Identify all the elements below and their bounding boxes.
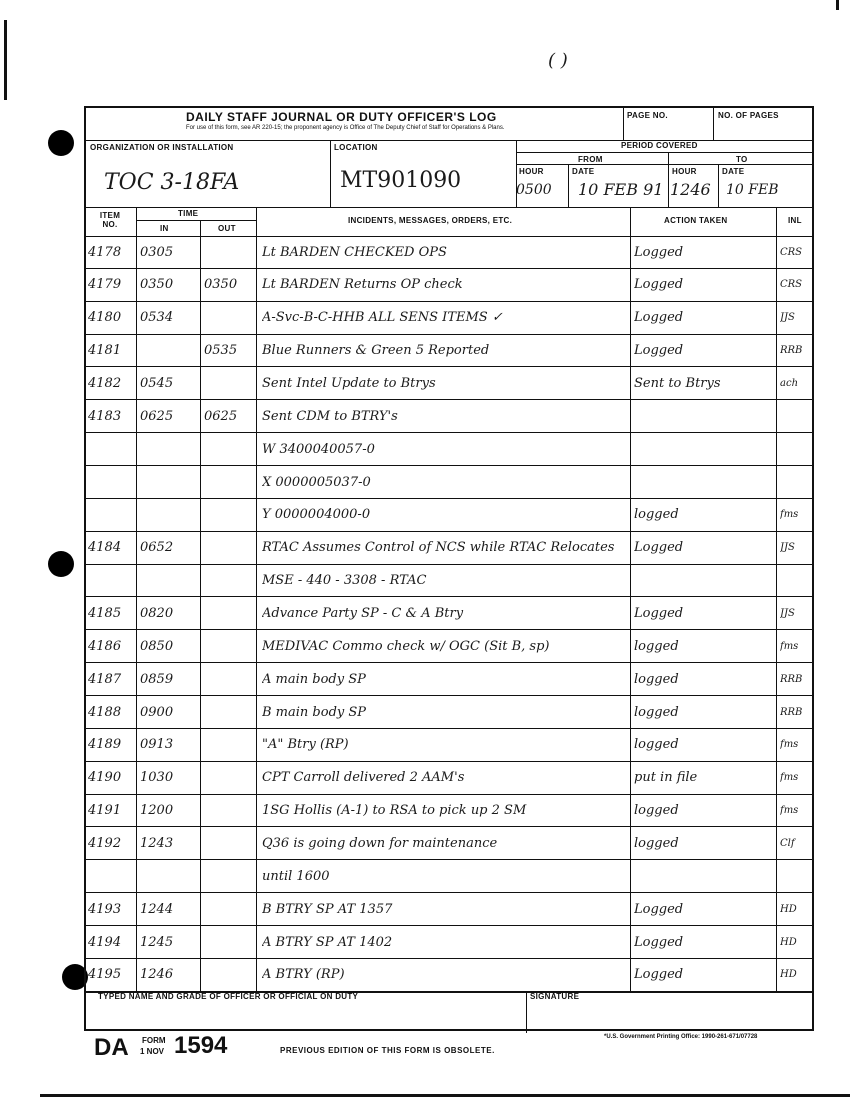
initials: JJS	[780, 607, 795, 619]
action-taken: logged	[634, 638, 679, 654]
action-taken: Sent to Btrys	[634, 375, 721, 391]
log-row	[86, 663, 812, 696]
time-out	[204, 367, 256, 399]
time-in	[140, 860, 200, 892]
time-in	[140, 466, 200, 498]
item-no	[88, 433, 136, 465]
action-taken: Logged	[634, 310, 684, 326]
time-in: 0545	[140, 375, 174, 391]
time-out	[204, 565, 256, 597]
item-no-label: ITEM NO.	[99, 211, 121, 229]
action-taken-label: ACTION TAKEN	[664, 216, 728, 225]
time-out	[204, 959, 256, 991]
incident-text: A main body SP	[262, 671, 366, 687]
time-out	[204, 762, 256, 794]
form-for: FORM	[142, 1036, 166, 1045]
time-in: 0913	[140, 737, 174, 753]
time-in: 1030	[140, 770, 174, 786]
initials	[780, 433, 814, 465]
time-out	[204, 466, 256, 498]
previous-edition-note: PREVIOUS EDITION OF THIS FORM IS OBSOLETE.	[280, 1046, 495, 1055]
time-in: 0305	[140, 244, 174, 260]
item-no: 4188	[88, 704, 122, 720]
time-in-label: IN	[160, 224, 169, 233]
time-in: 0900	[140, 704, 174, 720]
action-taken: Logged	[634, 343, 684, 359]
time-out	[204, 696, 256, 728]
log-row	[86, 302, 812, 335]
time-in: 0820	[140, 605, 174, 621]
incident-text: CPT Carroll delivered 2 AAM's	[262, 770, 465, 786]
from-date-label: DATE	[572, 167, 595, 176]
incident-text: A BTRY (RP)	[262, 967, 345, 983]
action-taken: Logged	[634, 967, 684, 983]
initials: fms	[780, 509, 799, 521]
initials: JJS	[780, 312, 795, 324]
action-taken: logged	[634, 737, 679, 753]
time-out	[204, 860, 256, 892]
log-row	[86, 466, 812, 499]
action-taken	[634, 466, 776, 498]
punch-hole-top	[48, 130, 74, 156]
action-taken: Logged	[634, 277, 684, 293]
time-in: 1243	[140, 835, 174, 851]
incident-text: RTAC Assumes Control of NCS while RTAC Relocates	[262, 540, 615, 556]
page-no-label: PAGE NO.	[627, 111, 668, 120]
item-no: 4178	[88, 244, 122, 260]
from-hour-label: HOUR	[519, 167, 544, 176]
action-taken: logged	[634, 803, 679, 819]
to-date-value: 10 FEB	[726, 182, 779, 198]
time-out	[204, 795, 256, 827]
initials	[780, 565, 814, 597]
log-row	[86, 335, 812, 368]
time-out	[204, 302, 256, 334]
time-out-label: OUT	[218, 224, 236, 233]
log-row	[86, 860, 812, 893]
initials-label: INL	[788, 216, 802, 225]
item-no: 4185	[88, 605, 122, 621]
initials: CRS	[780, 279, 803, 291]
time-out	[204, 532, 256, 564]
time-in: 0534	[140, 310, 174, 326]
from-label: FROM	[578, 155, 603, 164]
time-in: 0652	[140, 540, 174, 556]
initials	[780, 400, 814, 432]
log-row	[86, 795, 812, 828]
log-row	[86, 499, 812, 532]
to-hour-label: HOUR	[672, 167, 697, 176]
item-no: 4187	[88, 671, 122, 687]
bottom-rule	[40, 1094, 850, 1097]
item-no	[88, 499, 136, 531]
time-in: 0859	[140, 671, 174, 687]
period-covered-label: PERIOD COVERED	[621, 141, 698, 150]
time-in	[140, 499, 200, 531]
to-date-label: DATE	[722, 167, 745, 176]
action-taken: logged	[634, 507, 679, 523]
time-out: 0535	[204, 343, 238, 359]
item-no: 4190	[88, 770, 122, 786]
printing-office-note: *U.S. Government Printing Office: 1990-261-671/07728	[604, 1034, 758, 1040]
initials: JJS	[780, 542, 795, 554]
punch-hole-middle	[48, 551, 74, 577]
incident-text: "A" Btry (RP)	[262, 737, 349, 753]
log-row	[86, 532, 812, 565]
time-in: 1244	[140, 901, 174, 917]
log-row	[86, 926, 812, 959]
from-date-value: 10 FEB 91	[578, 180, 664, 199]
time-in	[140, 335, 200, 367]
incident-text: Advance Party SP - C & A Btry	[262, 605, 464, 621]
action-taken: logged	[634, 671, 679, 687]
initials: HD	[780, 903, 797, 915]
log-row	[86, 893, 812, 926]
incident-text: 1SG Hollis (A-1) to RSA to pick up 2 SM	[262, 803, 527, 819]
org-label: ORGANIZATION OR INSTALLATION	[90, 143, 234, 152]
initials: RRB	[780, 345, 803, 357]
no-of-pages-label: NO. OF PAGES	[718, 111, 779, 120]
initials: RRB	[780, 673, 803, 685]
log-row	[86, 827, 812, 860]
time-out	[204, 630, 256, 662]
action-taken: Logged	[634, 605, 684, 621]
action-taken	[634, 400, 776, 432]
form-subtitle: For use of this form, see AR 220-15; the proponent agency is Office of The Deputy Chief of Staff for Operations & Plans.	[186, 125, 505, 131]
time-out	[204, 827, 256, 859]
item-no: 4180	[88, 310, 122, 326]
action-taken: put in file	[634, 770, 698, 786]
incidents-label: INCIDENTS, MESSAGES, ORDERS, ETC.	[348, 216, 513, 225]
log-row	[86, 696, 812, 729]
org-value: TOC 3-18FA	[104, 170, 240, 195]
initials: fms	[780, 640, 799, 652]
time-in: 1200	[140, 803, 174, 819]
incident-text: Lt BARDEN CHECKED OPS	[262, 244, 447, 260]
time-out	[204, 236, 256, 268]
time-out: 0625	[204, 408, 238, 424]
action-taken: logged	[634, 704, 679, 720]
form-da: DA	[94, 1034, 129, 1061]
time-out	[204, 893, 256, 925]
action-taken: Logged	[634, 540, 684, 556]
log-row	[86, 597, 812, 630]
time-out	[204, 597, 256, 629]
time-out	[204, 433, 256, 465]
from-hour-value: 0500	[516, 182, 552, 198]
incident-text: W 3400040057-0	[262, 441, 375, 457]
incident-text: X 0000005037-0	[262, 474, 371, 490]
time-in: 1246	[140, 967, 174, 983]
action-taken: logged	[634, 835, 679, 851]
action-taken: Logged	[634, 244, 684, 260]
incident-text: MSE - 440 - 3308 - RTAC	[262, 573, 427, 589]
location-value: MT901090	[340, 168, 462, 193]
item-no: 4186	[88, 638, 122, 654]
log-row	[86, 630, 812, 663]
incident-text: Sent CDM to BTRY's	[262, 408, 398, 424]
time-in: 1245	[140, 934, 174, 950]
form-nov: 1 NOV	[140, 1047, 165, 1056]
to-label: TO	[736, 155, 748, 164]
time-in: 0350	[140, 277, 174, 293]
time-in	[140, 433, 200, 465]
item-no: 4184	[88, 540, 122, 556]
incident-text: Sent Intel Update to Btrys	[262, 375, 436, 391]
time-in: 0625	[140, 408, 174, 424]
log-row	[86, 269, 812, 302]
right-edge-mark	[836, 0, 839, 10]
log-row	[86, 433, 812, 466]
item-no	[88, 466, 136, 498]
time-out	[204, 926, 256, 958]
initials: fms	[780, 772, 799, 784]
incident-text: Y 0000004000-0	[262, 507, 371, 523]
item-no: 4181	[88, 343, 122, 359]
log-row	[86, 367, 812, 400]
initials	[780, 466, 814, 498]
log-row	[86, 959, 812, 992]
item-no: 4191	[88, 803, 122, 819]
time-in	[140, 565, 200, 597]
item-no: 4194	[88, 934, 122, 950]
item-no: 4183	[88, 408, 122, 424]
action-taken: Logged	[634, 934, 684, 950]
log-row	[86, 565, 812, 598]
top-handwritten-mark: ( )	[548, 50, 568, 71]
incident-text: Lt BARDEN Returns OP check	[262, 277, 463, 293]
log-row	[86, 400, 812, 433]
item-no: 4182	[88, 375, 122, 391]
action-taken	[634, 860, 776, 892]
to-hour-value: 1246	[670, 180, 711, 199]
incident-text: B BTRY SP AT 1357	[262, 901, 393, 917]
initials: HD	[780, 936, 797, 948]
item-no: 4195	[88, 967, 122, 983]
time-out	[204, 499, 256, 531]
incident-text: MEDIVAC Commo check w/ OGC (Sit B, sp)	[262, 638, 550, 654]
signature-label: SIGNATURE	[530, 992, 580, 1001]
initials: Clf	[780, 837, 795, 849]
incident-text: A-Svc-B-C-HHB ALL SENS ITEMS ✓	[262, 310, 503, 326]
initials: RRB	[780, 706, 803, 718]
log-row	[86, 729, 812, 762]
item-no: 4179	[88, 277, 122, 293]
form-title: DAILY STAFF JOURNAL OR DUTY OFFICER'S LOG	[186, 110, 497, 124]
left-edge-mark	[4, 20, 7, 100]
initials	[780, 860, 814, 892]
initials: CRS	[780, 246, 803, 258]
incident-text: Blue Runners & Green 5 Reported	[262, 343, 490, 359]
time-out: 0350	[204, 277, 238, 293]
initials: fms	[780, 739, 799, 751]
item-no: 4193	[88, 901, 122, 917]
duty-log-form	[84, 106, 814, 1031]
item-no: 4192	[88, 835, 122, 851]
typed-name-label: TYPED NAME AND GRADE OF OFFICER OR OFFICIAL ON DUTY	[98, 992, 359, 1001]
time-in: 0850	[140, 638, 174, 654]
time-label: TIME	[178, 209, 199, 218]
incident-text: B main body SP	[262, 704, 367, 720]
log-row	[86, 762, 812, 795]
action-taken: Logged	[634, 901, 684, 917]
log-row	[86, 236, 812, 269]
action-taken	[634, 565, 776, 597]
time-out	[204, 663, 256, 695]
action-taken	[634, 433, 776, 465]
location-label: LOCATION	[334, 143, 378, 152]
initials: ach	[780, 377, 799, 389]
time-out	[204, 729, 256, 761]
incident-text: Q36 is going down for maintenance	[262, 835, 498, 851]
incident-text: until 1600	[262, 868, 330, 884]
item-no	[88, 860, 136, 892]
initials: fms	[780, 805, 799, 817]
form-number: 1594	[174, 1032, 228, 1059]
initials: HD	[780, 969, 797, 981]
item-no: 4189	[88, 737, 122, 753]
incident-text: A BTRY SP AT 1402	[262, 934, 393, 950]
item-no	[88, 565, 136, 597]
